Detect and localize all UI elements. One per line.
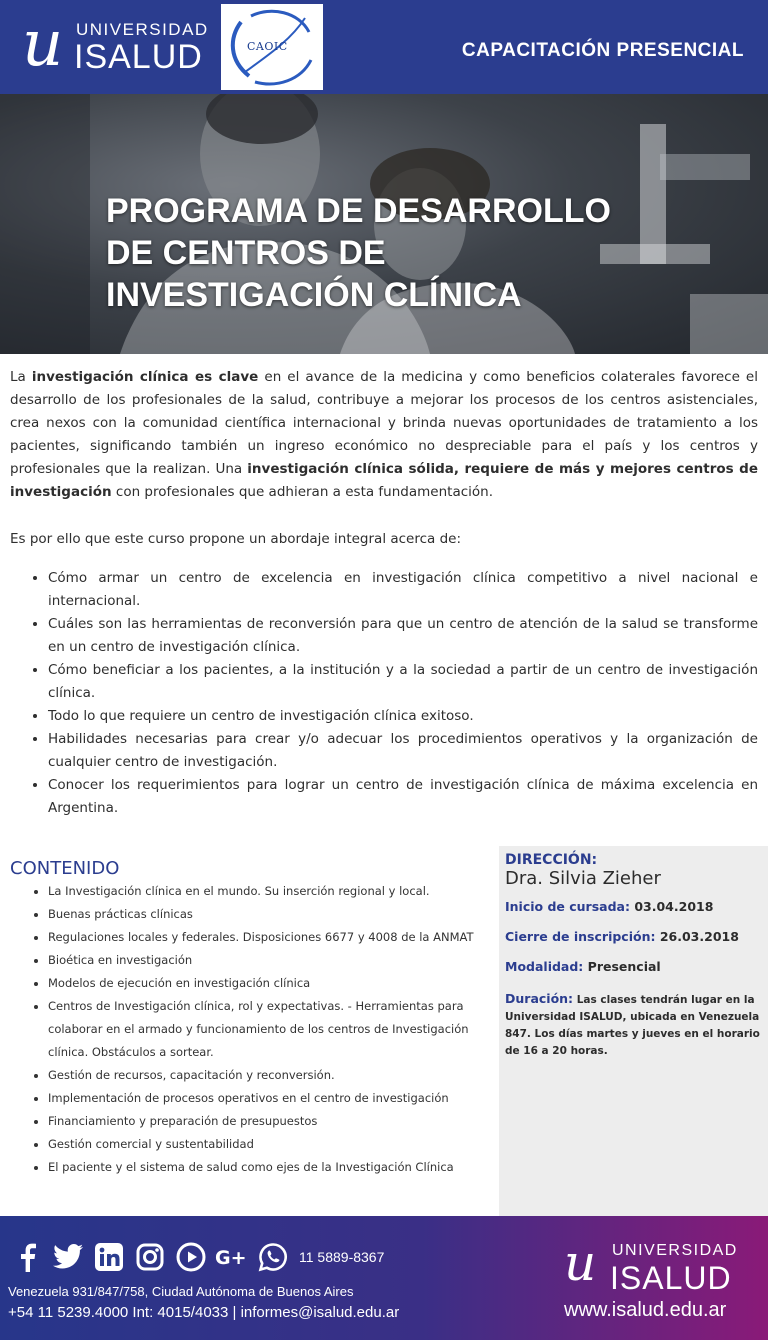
footer-logo-isalud: ISALUD bbox=[610, 1260, 732, 1296]
footer-logo-universidad: UNIVERSIDAD bbox=[612, 1242, 738, 1259]
whatsapp-icon[interactable] bbox=[256, 1240, 290, 1274]
intro-text: La bbox=[10, 369, 32, 385]
hero-title bbox=[106, 190, 706, 316]
list-item: • Financiamiento y preparación de presupuestos bbox=[48, 1110, 490, 1133]
intro-text: en el avance de la medicina y como beneficios colaterales favorece el desarrollo de los profesionales de la salud, contribuye a mejorar los procesos de los centros asistenciales, crea nexos con la comunidad científica internacional y brinda nuevas oportunidades de tratamiento a los pacientes, significando también un ingreso económico no despreciable para el país y los centros y profesionales que la realizan. Una bbox=[10, 369, 758, 477]
isalud-logo-mark: u bbox=[22, 7, 64, 81]
facebook-icon[interactable] bbox=[10, 1240, 44, 1274]
intro-emphasis: investigación clínica sólida, requiere de más y mejores centros de investigación bbox=[10, 461, 759, 500]
list-item: • Cómo armar un centro de excelencia en investigación clínica competitivo a nivel nacional e internacional. bbox=[48, 567, 758, 613]
hero-banner bbox=[0, 94, 768, 354]
footer-address: Venezuela 931/847/758, Ciudad Autónoma de Buenos Aires bbox=[8, 1284, 354, 1299]
footer-website-link[interactable]: www.isalud.edu.ar bbox=[564, 1299, 727, 1321]
cierre-label: Cierre de inscripción: bbox=[505, 929, 656, 944]
hero-title-line: DE CENTROS DE bbox=[106, 234, 386, 272]
list-item: • Modelos de ejecución en investigación clínica bbox=[48, 972, 490, 995]
list-item: • Centros de Investigación clínica, rol y expectativas. - Herramientas para colaborar en el armado y funcionamiento de los centros de Investigación clínica. Obstáculos a sortear. bbox=[48, 995, 490, 1064]
cierre-value: 26.03.2018 bbox=[659, 929, 739, 944]
inicio-label: Inicio de cursada: bbox=[505, 899, 630, 914]
footer bbox=[0, 1216, 768, 1340]
logo-isalud-text: ISALUD bbox=[74, 38, 203, 76]
contenido-title: CONTENIDO bbox=[10, 858, 120, 879]
course-info-box bbox=[499, 846, 768, 1216]
intro-emphasis: investigación clínica es clave bbox=[31, 369, 259, 385]
list-item: • Bioética en investigación bbox=[48, 949, 490, 972]
modalidad-value: Presencial bbox=[587, 959, 661, 974]
footer-logo-mark: u bbox=[564, 1234, 597, 1292]
linkedin-icon[interactable] bbox=[92, 1240, 126, 1274]
list-item: • Gestión de recursos, capacitación y reconversión. bbox=[48, 1064, 490, 1087]
list-item: • Habilidades necesarias para crear y/o adecuar los procedimientos operativos y la organización de cualquier centro de investigación. bbox=[48, 728, 758, 774]
modalidad-label: Modalidad: bbox=[505, 959, 584, 974]
logo-universidad-text: UNIVERSIDAD bbox=[76, 20, 209, 39]
header bbox=[0, 0, 768, 94]
list-item: • Implementación de procesos operativos en el centro de investigación bbox=[48, 1087, 490, 1110]
twitter-icon[interactable] bbox=[51, 1240, 85, 1274]
intro-text: con profesionales que adhieran a esta fundamentación. bbox=[111, 484, 493, 500]
list-item: • Todo lo que requiere un centro de investigación clínica exitoso. bbox=[48, 705, 758, 728]
social-links bbox=[10, 1240, 384, 1274]
footer-contact[interactable]: +54 11 5239.4000 Int: 4015/4033 | informes@isalud.edu.ar bbox=[8, 1304, 400, 1321]
director-name: Dra. Silvia Zieher bbox=[505, 868, 661, 889]
duracion-value: Las clases tendrán lugar en la Universidad ISALUD, ubicada en Venezuela 847. Los días martes y jueves en el horario de 16 a 20 horas. bbox=[505, 994, 760, 1057]
caoic-text: CAOIC bbox=[247, 40, 288, 53]
list-item: • Regulaciones locales y federales. Disposiciones 6677 y 4008 de la ANMAT bbox=[48, 926, 490, 949]
google-plus-icon[interactable] bbox=[215, 1240, 249, 1274]
caoic-logo bbox=[221, 4, 323, 90]
svg-text:G+: G+ bbox=[215, 1247, 247, 1268]
youtube-icon[interactable] bbox=[174, 1240, 208, 1274]
cierre-row bbox=[505, 928, 762, 946]
modalidad-row bbox=[505, 958, 762, 976]
list-item: • Gestión comercial y sustentabilidad bbox=[48, 1133, 490, 1156]
intro-paragraph bbox=[10, 366, 758, 504]
objectives-list bbox=[10, 567, 758, 820]
list-item: • Conocer los requerimientos para lograr un centro de investigación clínica de máxima excelencia en Argentina. bbox=[48, 774, 758, 820]
list-item: • La Investigación clínica en el mundo. Su inserción regional y local. bbox=[48, 880, 490, 903]
list-item: • Cuáles son las herramientas de reconversión para que un centro de atención de la salud se transforme en un centro de investigación clínica. bbox=[48, 613, 758, 659]
hero-title-line: INVESTIGACIÓN CLÍNICA bbox=[106, 276, 522, 314]
duracion-label: Duración: bbox=[505, 991, 574, 1006]
direccion-label: DIRECCIÓN: bbox=[505, 852, 598, 868]
header-title: CAPACITACIÓN PRESENCIAL bbox=[461, 40, 744, 61]
duracion-block bbox=[505, 990, 762, 1060]
list-item: • Cómo beneficiar a los pacientes, a la institución y a la sociedad a partir de un centro de investigación clínica. bbox=[48, 659, 758, 705]
instagram-icon[interactable] bbox=[133, 1240, 167, 1274]
list-item: • El paciente y el sistema de salud como ejes de la Investigación Clínica bbox=[48, 1156, 490, 1179]
whatsapp-number[interactable]: 11 5889-8367 bbox=[299, 1249, 385, 1265]
inicio-row bbox=[505, 898, 762, 916]
hero-title-line: PROGRAMA DE DESARROLLO bbox=[106, 192, 611, 230]
lead-sentence: Es por ello que este curso propone un abordaje integral acerca de: bbox=[10, 531, 462, 547]
contenido-list bbox=[10, 880, 490, 1179]
list-item: • Buenas prácticas clínicas bbox=[48, 903, 490, 926]
inicio-value: 03.04.2018 bbox=[634, 899, 714, 914]
